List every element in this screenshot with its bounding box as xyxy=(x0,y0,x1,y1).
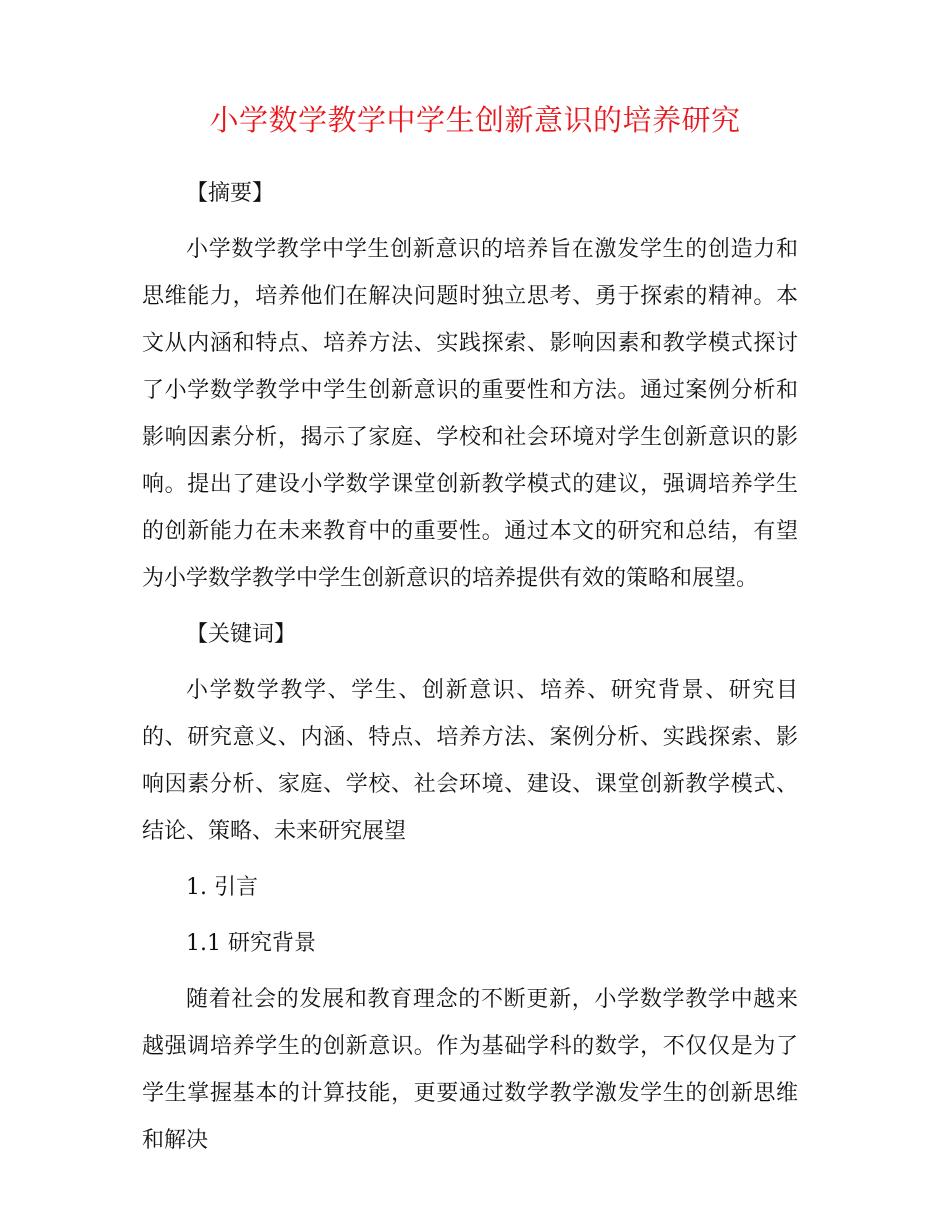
section-1-1-heading: 1.1 研究背景 xyxy=(186,931,316,956)
section-1-heading: 1. 引言 xyxy=(186,875,258,900)
document-body xyxy=(142,170,798,1164)
abstract-heading: 【摘要】 xyxy=(186,181,275,206)
abstract-paragraph: 小学数学教学中学生创新意识的培养旨在激发学生的创造力和思维能力，培养他们在解决问题时独立思考、勇于探索的精神。本文从内涵和特点、培养方法、实践探索、影响因素和教学模式探讨了小学数学教学中学生创新意识的重要性和方法。通过案例分析和影响因素分析，揭示了家庭、学校和社会环境对学生创新意识的影响。提出了建设小学数学课堂创新教学模式的建议，强调培养学生的创新能力在未来教育中的重要性。通过本文的研究和总结，有望为小学数学教学中学生创新意识的培养提供有效的策略和展望。 xyxy=(142,237,798,591)
keywords-paragraph: 小学数学教学、学生、创新意识、培养、研究背景、研究目的、研究意义、内涵、特点、培养方法、案例分析、实践探索、影响因素分析、家庭、学校、社会环境、建设、课堂创新教学模式、结论、策略、未来研究展望 xyxy=(142,678,798,844)
keywords-heading: 【关键词】 xyxy=(186,622,297,647)
document-title: 小学数学教学中学生创新意识的培养研究 xyxy=(209,103,741,137)
section-1-1-paragraph: 随着社会的发展和教育理念的不断更新，小学数学教学中越来越强调培养学生的创新意识。作为基础学科的数学，不仅仅是为了学生掌握基本的计算技能，更要通过数学教学激发学生的创新思维和解决 xyxy=(142,987,798,1153)
